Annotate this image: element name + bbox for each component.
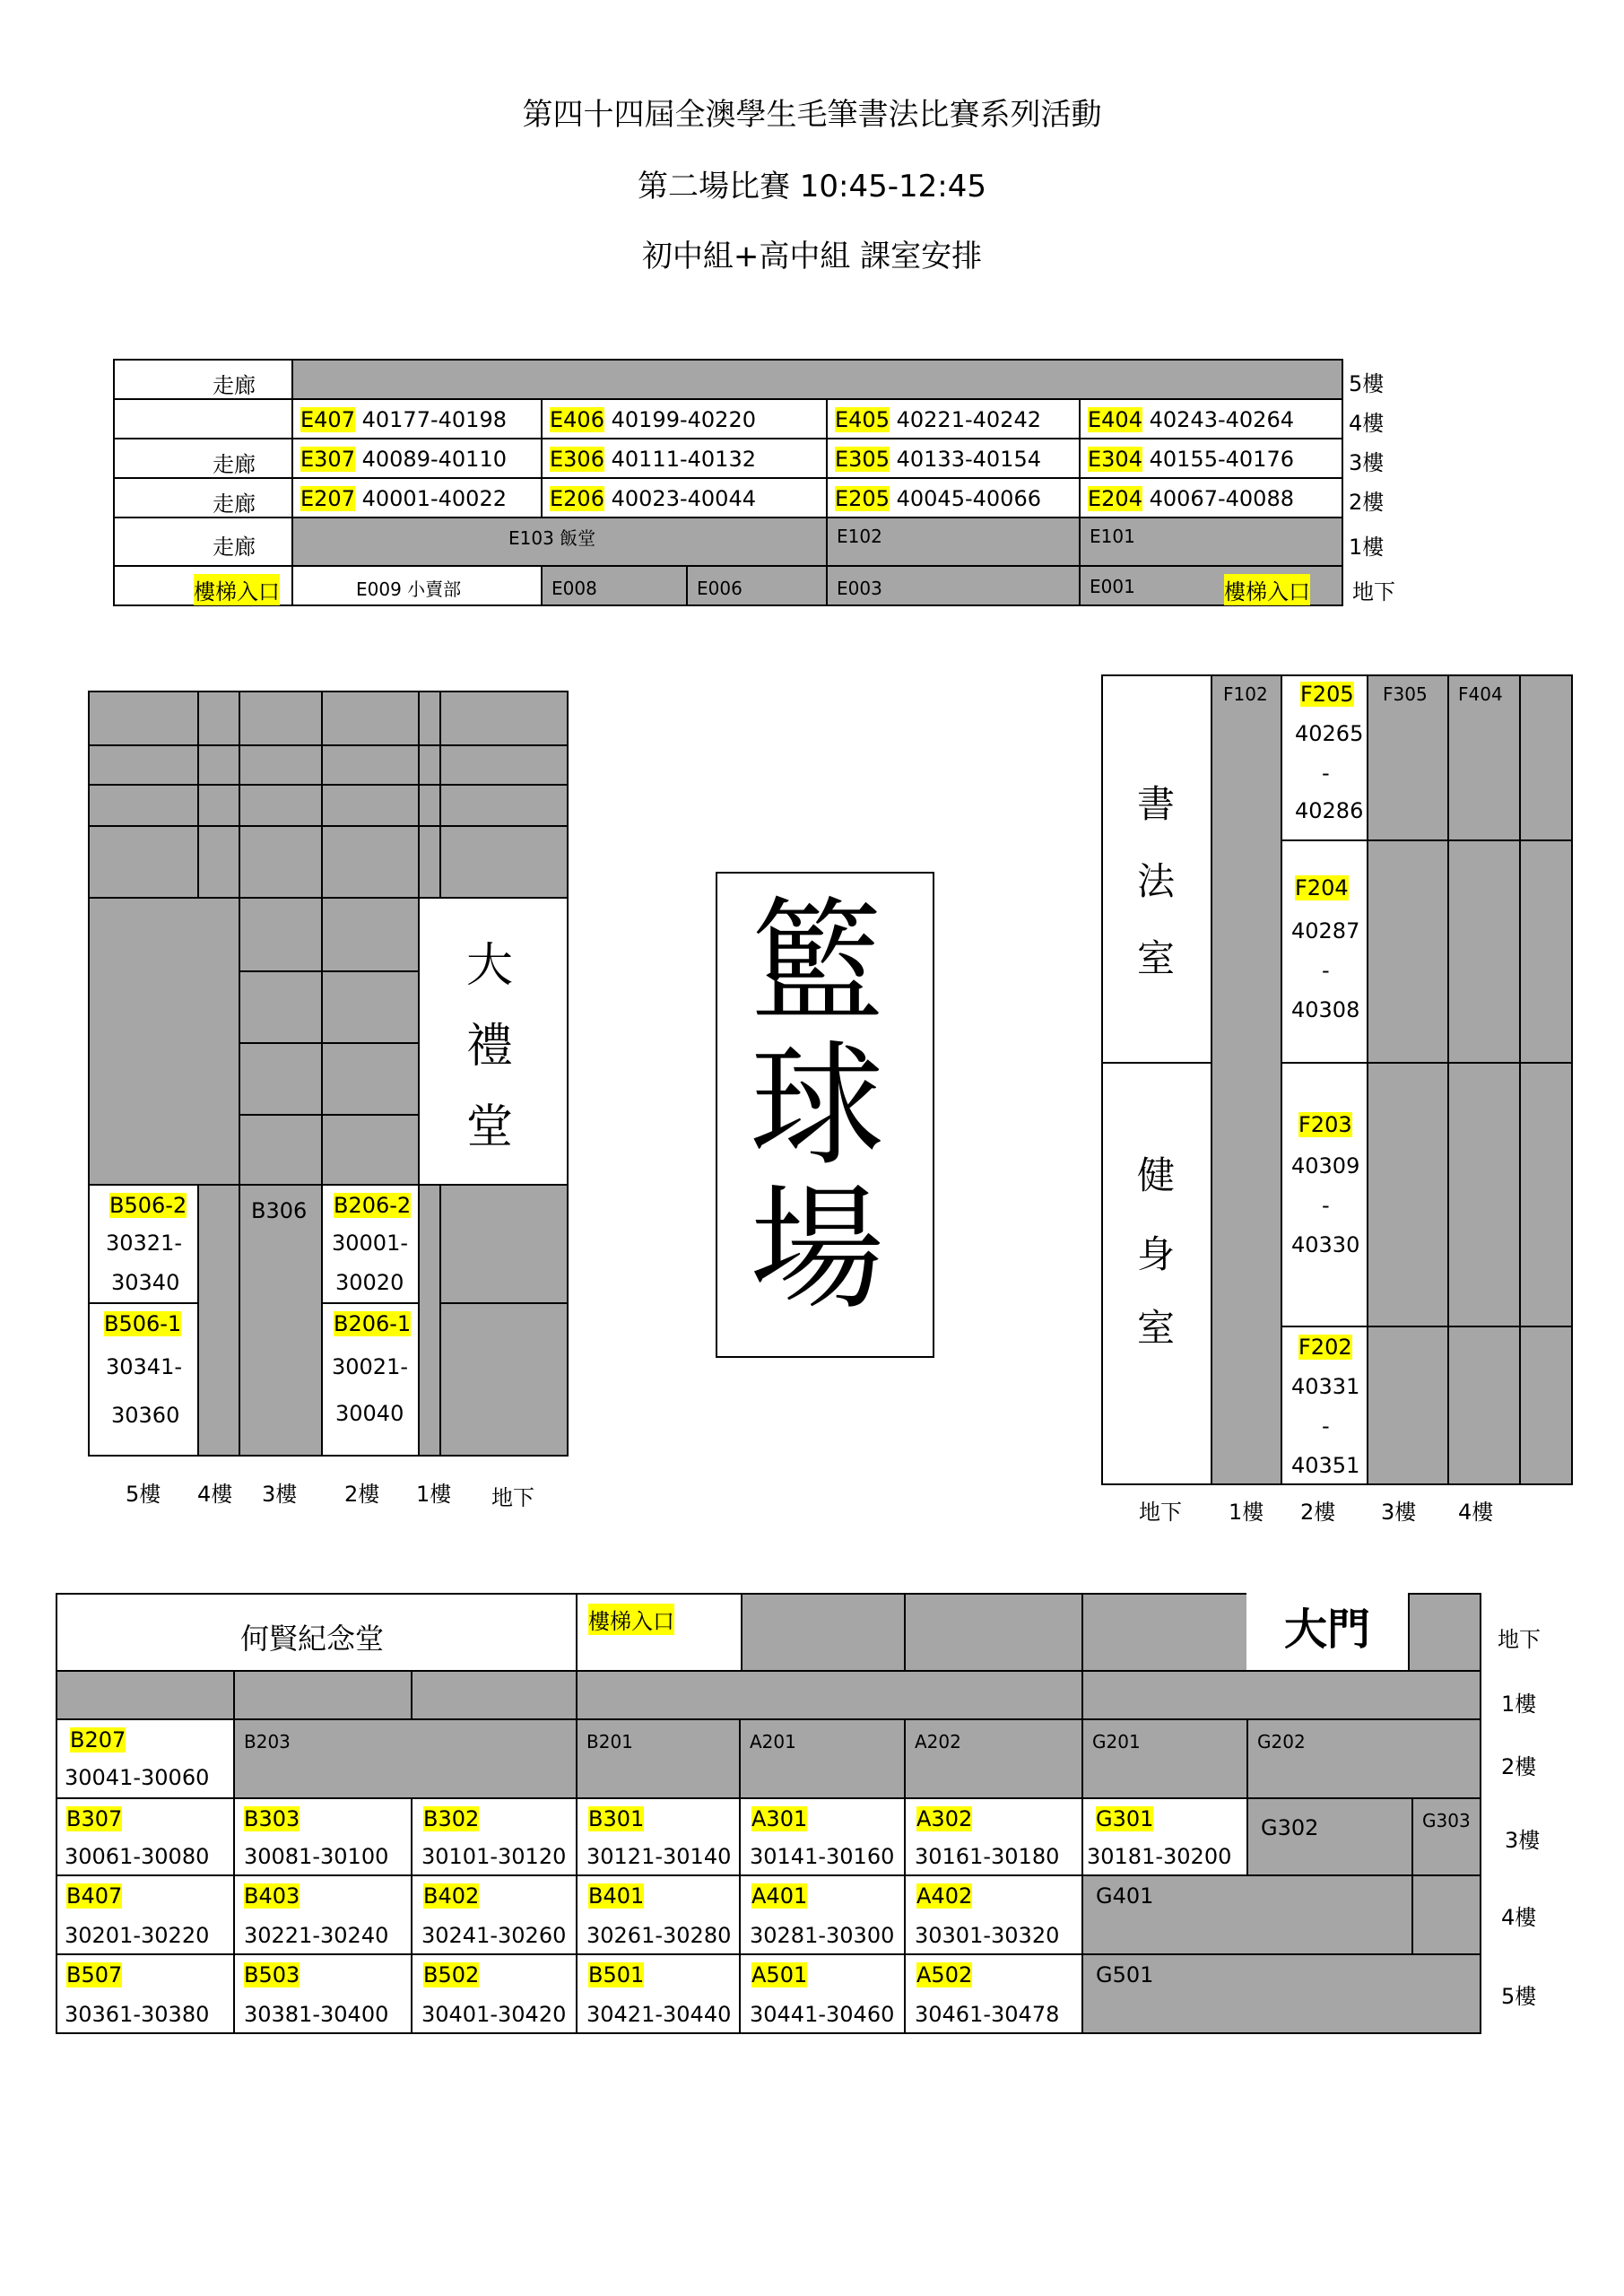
room-b206-1 [321,1302,420,1457]
range: 30081-30100 [244,1844,389,1869]
range: 30121-30140 [586,1844,732,1869]
ho-yin-memorial-hall [56,1593,578,1672]
corridor-label: 走廊 [213,535,256,560]
b-cell [439,691,569,746]
main-gate [1246,1593,1410,1672]
room-e006 [686,565,828,606]
range: 30361-30380 [65,2002,210,2027]
room-code: B502 [423,1962,480,1987]
range: 30101-30120 [421,1844,567,1869]
bottom-1f-cell [233,1670,413,1720]
room-b201 [576,1718,741,1799]
e-floor-2f: 2樓 [1349,490,1385,515]
room-e206 [541,477,828,518]
b-cell [239,744,323,786]
room-code: A502 [916,1962,973,1987]
range-from: 30321- [106,1231,183,1256]
room-code: B206-2 [334,1193,412,1218]
range: 30401-30420 [421,2002,567,2027]
room-f404 [1447,674,1521,841]
e-floor-g: 地下 [1352,579,1395,604]
f-floor-3f: 3樓 [1381,1500,1417,1525]
range: 40177-40198 [361,407,507,432]
b-floor-1f: 1樓 [416,1482,452,1507]
range-to: 30040 [335,1401,404,1426]
b-cell [88,784,199,827]
b-cell [88,825,199,899]
room-code: B303 [244,1806,300,1831]
f-edge-cell [1519,839,1573,1064]
room-label: E008 [551,578,597,599]
basketball-court [716,872,934,1358]
b-cell [439,784,569,827]
room-a302 [904,1797,1083,1876]
room-code: A301 [751,1806,808,1831]
hall-char: 大 [466,939,514,993]
room-e406 [541,398,828,439]
b-cell [418,691,441,746]
e-corridor-2f [113,477,293,518]
room-label: B201 [586,1731,633,1752]
room-g501 [1081,1953,1481,2034]
hall-char: 禮 [466,1020,514,1074]
b-cell [418,744,441,786]
room-label: G303 [1422,1810,1471,1831]
b-cell [321,1114,420,1186]
room-code: E307 [300,447,355,472]
bottom-floor-g: 地下 [1498,1627,1541,1652]
room-b501 [576,1953,741,2034]
assembly-hall [418,897,569,1186]
room-code: B302 [423,1806,480,1831]
room-code: E407 [300,407,355,432]
room-code: F205 [1300,682,1354,707]
hall-char: 堂 [466,1100,514,1154]
room-e405 [826,398,1081,439]
room-b203 [233,1718,578,1799]
corridor-label: 走廊 [213,373,256,398]
room-g301 [1081,1797,1248,1876]
room-code: B401 [588,1883,645,1909]
room-e407 [291,398,543,439]
range: 30381-30400 [244,2002,389,2027]
room-a401 [739,1874,906,1955]
room-b402 [411,1874,578,1955]
room-label: B203 [244,1731,291,1752]
room-e103 [291,517,828,567]
room-b303 [233,1797,413,1876]
bottom-g-cell [1081,1593,1248,1672]
b-floor-g: 地下 [491,1485,534,1510]
room-a201 [739,1718,906,1799]
range: 30281-30300 [750,1923,895,1948]
stair-label: 樓梯入口 [194,574,280,605]
b-cell [88,744,199,786]
room-label: E003 [837,578,882,599]
range-dash: - [1322,1413,1330,1439]
room-code: E205 [835,486,890,511]
room-a402 [904,1874,1083,1955]
room-code: A501 [751,1962,808,1987]
room-f204 [1281,839,1368,1064]
f-3f-cell [1367,839,1449,1064]
b-g-cell [439,1302,569,1457]
room-code: B207 [70,1727,126,1752]
room-b407 [56,1874,235,1955]
b-g-cell [439,1184,569,1304]
range-to: 40286 [1295,798,1364,823]
room-char: 法 [1137,859,1176,903]
range: 40023-40044 [611,486,756,511]
room-code: F203 [1298,1112,1352,1137]
room-code: E204 [1088,486,1142,511]
corridor-label: 走廊 [213,491,256,517]
room-b307 [56,1797,235,1876]
range-dash: - [1322,1193,1330,1218]
f-floor-g: 地下 [1139,1500,1182,1525]
room-f102 [1211,674,1282,1485]
room-label: G202 [1257,1731,1306,1752]
room-b506-2 [88,1184,199,1304]
room-label: G401 [1096,1883,1154,1909]
range: 30041-30060 [65,1765,210,1790]
room-b401 [576,1874,741,1955]
room-code: B403 [244,1883,300,1909]
b-cell [88,897,240,1186]
room-code: B307 [66,1806,123,1831]
b-cell [239,691,323,746]
bottom-floor-5f: 5樓 [1501,1984,1537,2009]
range: 30141-30160 [750,1844,895,1869]
e-corridor-5f [113,359,293,400]
range: 40133-40154 [896,447,1041,472]
b-cell [239,825,323,899]
f-4f-cell [1447,1062,1521,1327]
room-f205 [1281,674,1368,841]
room-e101 [1079,517,1343,567]
room-code: E206 [550,486,604,511]
room-a301 [739,1797,906,1876]
room-code: E306 [550,447,604,472]
room-label: E101 [1090,526,1135,547]
f-edge-cell [1519,674,1573,841]
room-b503 [233,1953,413,2034]
e-corridor-1f [113,517,293,567]
b-cell [321,970,420,1044]
session-time: 第二場比賽 10:45-12:45 [637,169,987,204]
range-dash: - [1322,761,1330,786]
bottom-floor-2f: 2樓 [1501,1754,1537,1779]
f-edge-cell [1519,1326,1573,1485]
room-b206-2 [321,1184,420,1304]
room-char: 健 [1137,1153,1176,1197]
range: 30261-30280 [586,1923,732,1948]
range-to: 30340 [111,1270,180,1295]
room-e204 [1079,477,1343,518]
range: 40045-40066 [896,486,1041,511]
room-code: E304 [1088,447,1142,472]
f-floor-4f: 4樓 [1458,1500,1494,1525]
range: 40089-40110 [361,447,507,472]
range: 30061-30080 [65,1844,210,1869]
b-floor-3f: 3樓 [262,1482,298,1507]
range-to: 30360 [111,1403,180,1428]
bottom-1f-cell [1081,1670,1481,1720]
range: 30301-30320 [915,1923,1060,1948]
room-code: B402 [423,1883,480,1909]
range: 30201-30220 [65,1923,210,1948]
e-floor-5f: 5樓 [1349,371,1385,396]
b-floor-5f: 5樓 [126,1482,161,1507]
range: 30441-30460 [750,2002,895,2027]
room-code: B501 [588,1962,645,1987]
room-label: A202 [915,1731,961,1752]
room-b403 [233,1874,413,1955]
room-g302 [1246,1797,1413,1876]
range: 40111-40132 [611,447,756,472]
range: 40001-40022 [361,486,507,511]
room-code: B407 [66,1883,123,1909]
room-label: F102 [1223,683,1268,705]
room-code: E305 [835,447,890,472]
b-cell [239,784,323,827]
bottom-4f-cell [1411,1874,1481,1955]
f-4f-cell [1447,839,1521,1064]
b-cell [197,784,240,827]
room-e304 [1079,438,1343,479]
room-code: A302 [916,1806,973,1831]
room-a202 [904,1718,1083,1799]
e-corridor-3f [113,438,293,479]
b-cell [321,1042,420,1116]
room-g202 [1246,1718,1481,1799]
b-cell [418,825,441,899]
room-label: E006 [697,578,743,599]
range-from: 30341- [106,1354,183,1379]
room-g201 [1081,1718,1248,1799]
b-cell [239,897,323,972]
room-f202 [1281,1326,1368,1485]
b-cell [197,691,240,746]
b-cell [321,897,420,972]
room-label: E103 飯堂 [508,527,596,549]
range-from: 40287 [1291,918,1360,944]
range-to: 40351 [1291,1453,1360,1478]
bottom-g-cell [1408,1593,1481,1672]
court-char: 場 [750,1172,885,1328]
room-a501 [739,1953,906,2034]
b-cell [321,744,420,786]
bottom-g-cell [741,1593,906,1672]
e-stair-entry-left [113,565,293,606]
b-floor-2f: 2樓 [344,1482,380,1507]
room-label: A201 [750,1731,796,1752]
room-b207 [56,1718,235,1799]
room-code: B301 [588,1806,645,1831]
range: 30221-30240 [244,1923,389,1948]
room-b507 [56,1953,235,2034]
b-cell [197,744,240,786]
range: 40067-40088 [1149,486,1294,511]
bottom-floor-3f: 3樓 [1505,1828,1541,1853]
stair-label: 樓梯入口 [1224,574,1310,605]
room-label: G201 [1092,1731,1141,1752]
range: 30461-30478 [915,2002,1060,2027]
f-4f-cell [1447,1326,1521,1485]
range-from: 40331 [1291,1374,1360,1399]
court-char: 球 [750,1029,885,1185]
b-cell [321,825,420,899]
room-char: 書 [1137,782,1176,826]
e-floor-3f: 3樓 [1349,450,1385,475]
room-b306 [239,1184,323,1457]
bottom-floor-1f: 1樓 [1501,1692,1537,1717]
room-g303 [1411,1797,1481,1876]
f-3f-cell [1367,1062,1449,1327]
e-floor-1f: 1樓 [1349,535,1385,560]
bottom-g-cell [904,1593,1083,1672]
b-cell [197,825,240,899]
range-from: 30021- [332,1354,409,1379]
court-char: 籃 [750,885,885,1041]
room-e307 [291,438,543,479]
room-code: B206-1 [334,1311,412,1336]
range-dash: - [1322,958,1330,983]
range-to: 40330 [1291,1232,1360,1257]
calligraphy-room [1101,674,1212,1064]
range-to: 30020 [335,1270,404,1295]
f-floor-2f: 2樓 [1300,1500,1336,1525]
room-e205 [826,477,1081,518]
b-floor-4f: 4樓 [197,1482,233,1507]
room-e001 [1079,565,1343,606]
room-code: F202 [1298,1335,1352,1360]
bottom-stair-entry [576,1593,743,1672]
room-label: F305 [1383,683,1428,705]
b-cell [239,970,323,1044]
room-char: 室 [1137,936,1176,980]
f-3f-cell [1367,1326,1449,1485]
range: 40199-40220 [611,407,756,432]
e-4f-blank [113,398,293,439]
range-from: 30001- [332,1231,409,1256]
bottom-1f-cell [56,1670,235,1720]
room-b301 [576,1797,741,1876]
f-floor-1f: 1樓 [1229,1500,1264,1525]
b-cell [239,1114,323,1186]
e-5f-block [291,359,1343,400]
b-cell [88,691,199,746]
room-b302 [411,1797,578,1876]
room-label: G302 [1261,1815,1319,1840]
room-label: E009 小賣部 [356,578,462,600]
b-cell [321,784,420,827]
range-to: 40308 [1291,997,1360,1022]
b-cell [439,744,569,786]
room-char: 身 [1137,1232,1176,1276]
room-e404 [1079,398,1343,439]
gate-label: 大門 [1284,1605,1371,1655]
range-from: 40265 [1295,721,1364,746]
bottom-1f-cell [411,1670,578,1720]
b-cell [239,1042,323,1116]
room-code: E207 [300,486,355,511]
group-arrangement: 初中組+高中組 課室安排 [641,239,983,274]
room-f305 [1367,674,1449,841]
range: 30181-30200 [1087,1844,1232,1869]
b-cell [439,825,569,899]
room-e003 [826,565,1081,606]
room-char: 室 [1137,1306,1176,1350]
corridor-label: 走廊 [213,452,256,477]
room-g401 [1081,1874,1413,1955]
range: 30161-30180 [915,1844,1060,1869]
stair-label: 樓梯入口 [588,1604,674,1635]
room-label: B306 [251,1198,308,1223]
room-code: E404 [1088,407,1142,432]
room-code: G301 [1096,1806,1154,1831]
bottom-floor-4f: 4樓 [1501,1905,1537,1930]
room-code: B507 [66,1962,123,1987]
b-4f-column [197,1184,240,1457]
room-a502 [904,1953,1083,2034]
room-b502 [411,1953,578,2034]
room-code: B503 [244,1962,300,1987]
b-cell [321,691,420,746]
room-e306 [541,438,828,479]
range: 40221-40242 [896,407,1041,432]
room-code: F204 [1295,875,1349,900]
range: 30421-30440 [586,2002,732,2027]
bottom-1f-cell [576,1670,1083,1720]
range: 30241-30260 [421,1923,567,1948]
range: 40155-40176 [1149,447,1294,472]
room-code: B506-1 [104,1311,182,1336]
hall-label: 何賢紀念堂 [240,1622,385,1656]
gym-room [1101,1062,1212,1485]
e-floor-4f: 4樓 [1349,411,1385,436]
room-code: E406 [550,407,604,432]
room-label: G501 [1096,1962,1154,1987]
room-code: A402 [916,1883,973,1909]
room-e207 [291,477,543,518]
room-e009 [291,565,543,606]
range-from: 40309 [1291,1153,1360,1178]
room-label: E001 [1090,576,1135,597]
page-title: 第四十四屆全澳學生毛筆書法比賽系列活動 [522,97,1102,133]
f-edge-cell [1519,1062,1573,1327]
room-e102 [826,517,1081,567]
room-code: B506-2 [109,1193,187,1218]
room-e008 [541,565,688,606]
room-code: A401 [751,1883,808,1909]
room-e305 [826,438,1081,479]
room-label: E102 [837,526,882,547]
room-b506-1 [88,1302,199,1457]
b-1f-column [418,1184,441,1457]
room-f203 [1281,1062,1368,1327]
b-cell [418,784,441,827]
range: 40243-40264 [1149,407,1294,432]
room-label: F404 [1458,683,1503,705]
room-code: E405 [835,407,890,432]
